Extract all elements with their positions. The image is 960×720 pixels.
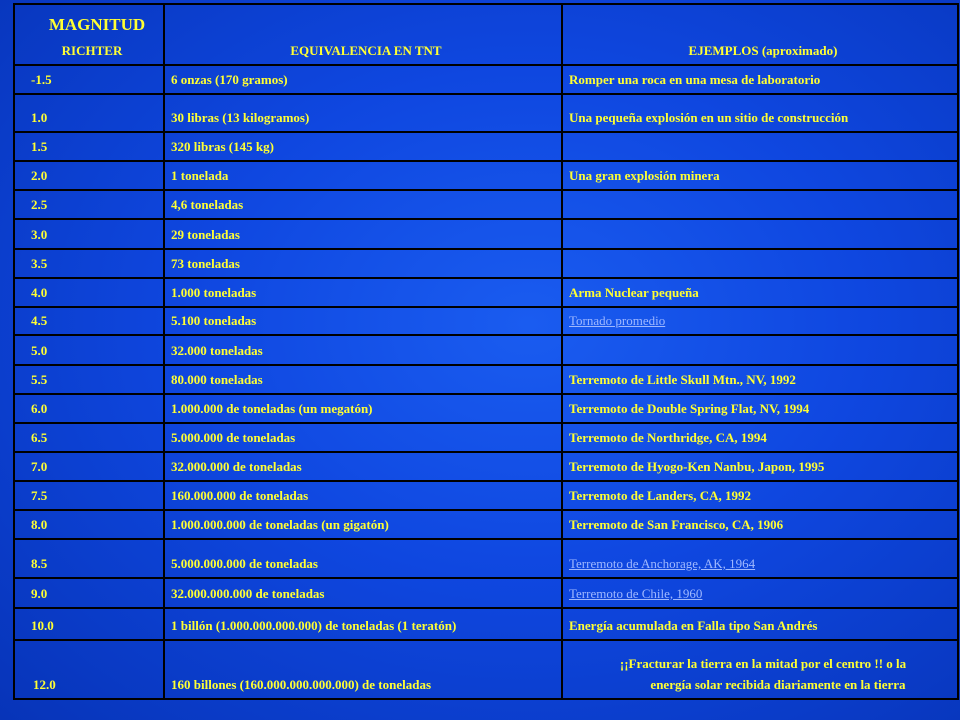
magnitude-cell [14, 640, 164, 699]
example-text[interactable]: Terremoto de Anchorage, AK, 1964 [569, 556, 756, 572]
header-row [14, 4, 958, 65]
magnitude-cell [14, 249, 164, 278]
magnitude-cell [14, 578, 164, 608]
example-cell [562, 94, 958, 132]
example-text: Arma Nuclear pequeña [569, 284, 699, 300]
magnitude-value: 3.0 [31, 226, 48, 242]
magnitude-cell [14, 365, 164, 394]
example-text[interactable]: Terremoto de Chile, 1960 [569, 585, 703, 601]
example-text: Una gran explosión minera [569, 167, 720, 183]
tnt-cell: 30 libras (13 kilogramos) [164, 94, 562, 132]
magnitude-cell [14, 132, 164, 161]
magnitude-value: 7.0 [31, 458, 48, 474]
table-row [14, 94, 958, 132]
magnitude-value: 8.5 [31, 556, 48, 572]
example-cell [562, 578, 958, 608]
magnitude-cell [14, 307, 164, 336]
table-row [14, 65, 958, 94]
tnt-cell: 5.100 toneladas [164, 307, 562, 336]
example-cell [562, 65, 958, 94]
magnitude-value: 10.0 [31, 617, 54, 633]
example-text: Terremoto de San Francisco, CA, 1906 [569, 516, 784, 532]
header-examples: EJEMPLOS (aproximado) [562, 4, 958, 65]
example-cell [562, 608, 958, 640]
magnitude-cell [14, 452, 164, 481]
table-row [14, 394, 958, 423]
tnt-cell: 1 tonelada [164, 161, 562, 190]
example-cell [562, 249, 958, 278]
magnitude-value: 3.5 [31, 255, 48, 271]
example-cell [562, 307, 958, 336]
tnt-cell: 1.000.000.000 de toneladas (un gigatón) [164, 510, 562, 539]
magnitude-value: 12.0 [33, 677, 56, 692]
tnt-cell: 1 billón (1.000.000.000.000) de toneladas (1 teratón) [164, 608, 562, 640]
example-text: Terremoto de Little Skull Mtn., NV, 1992 [569, 372, 796, 388]
header-richter-label: RICHTER [61, 42, 123, 58]
table-row [14, 481, 958, 510]
magnitude-cell [14, 423, 164, 452]
example-cell [562, 365, 958, 394]
example-text: Una pequeña explosión en un sitio de construcción [569, 110, 849, 126]
magnitude-cell [14, 219, 164, 249]
tnt-cell: 73 toneladas [164, 249, 562, 278]
header-magnitud-label: MAGNITUD [48, 14, 146, 34]
magnitude-cell [14, 190, 164, 219]
example-cell [562, 510, 958, 539]
magnitude-value: 1.5 [31, 138, 48, 154]
example-cell [562, 219, 958, 249]
tnt-cell: 320 libras (145 kg) [164, 132, 562, 161]
table-row [14, 452, 958, 481]
magnitude-cell [14, 278, 164, 307]
table-row [14, 640, 958, 699]
richter-table [13, 3, 959, 700]
example-cell [562, 132, 958, 161]
magnitude-cell [14, 94, 164, 132]
example-text: Terremoto de Hyogo-Ken Nanbu, Japon, 1995 [569, 458, 825, 474]
header-magnitude [14, 4, 164, 65]
tnt-cell: 1.000.000 de toneladas (un megatón) [164, 394, 562, 423]
example-text: Romper una roca en una mesa de laboratorio [569, 71, 821, 87]
tnt-cell: 80.000 toneladas [164, 365, 562, 394]
tnt-cell: 1.000 toneladas [164, 278, 562, 307]
magnitude-cell [14, 481, 164, 510]
example-cell [562, 539, 958, 578]
magnitude-value: 2.5 [31, 196, 48, 212]
magnitude-cell [14, 161, 164, 190]
example-cell [562, 481, 958, 510]
example-cell [562, 640, 958, 699]
magnitude-cell [14, 65, 164, 94]
magnitude-value: 4.0 [31, 284, 48, 300]
magnitude-cell [14, 608, 164, 640]
magnitude-cell [14, 394, 164, 423]
example-text[interactable]: Tornado promedio [569, 313, 666, 329]
tnt-cell: 6 onzas (170 gramos) [164, 65, 562, 94]
magnitude-value: 9.0 [31, 585, 48, 601]
table-row [14, 510, 958, 539]
table-row [14, 539, 958, 578]
tnt-cell: 32.000.000.000 de toneladas [164, 578, 562, 608]
table-row [14, 161, 958, 190]
example-text-line2: energía solar recibida diariamente en la tierra [650, 677, 906, 692]
magnitude-value: 5.5 [31, 372, 48, 388]
table-row [14, 335, 958, 365]
example-cell [562, 190, 958, 219]
magnitude-value: 5.0 [31, 343, 48, 359]
example-text-line1: ¡¡Fracturar la tierra en la mitad por el centro !! o la [619, 656, 907, 671]
magnitude-value: 4.5 [31, 313, 48, 329]
table-row [14, 423, 958, 452]
example-cell [562, 394, 958, 423]
magnitude-cell [14, 335, 164, 365]
table-row [14, 365, 958, 394]
table-row [14, 578, 958, 608]
table-row [14, 307, 958, 336]
magnitude-value: 6.5 [31, 430, 48, 446]
example-text: Terremoto de Landers, CA, 1992 [569, 487, 751, 503]
tnt-cell: 5.000.000 de toneladas [164, 423, 562, 452]
magnitude-value: 8.0 [31, 516, 48, 532]
table-row [14, 249, 958, 278]
tnt-cell: 5.000.000.000 de toneladas [164, 539, 562, 578]
magnitude-value: 6.0 [31, 401, 48, 417]
example-text: Energía acumulada en Falla tipo San Andrés [569, 617, 818, 633]
table-row [14, 219, 958, 249]
tnt-cell: 32.000.000 de toneladas [164, 452, 562, 481]
header-tnt: EQUIVALENCIA EN TNT [164, 4, 562, 65]
example-cell [562, 161, 958, 190]
magnitude-value: 7.5 [31, 487, 48, 503]
table-row [14, 190, 958, 219]
table-row [14, 278, 958, 307]
example-cell [562, 335, 958, 365]
example-cell [562, 423, 958, 452]
example-cell [562, 452, 958, 481]
tnt-cell: 160 billones (160.000.000.000.000) de toneladas [164, 640, 562, 699]
magnitude-value: 2.0 [31, 167, 48, 183]
example-cell [562, 278, 958, 307]
tnt-cell: 29 toneladas [164, 219, 562, 249]
tnt-cell: 160.000.000 de toneladas [164, 481, 562, 510]
magnitude-cell [14, 510, 164, 539]
example-text: Terremoto de Double Spring Flat, NV, 1994 [569, 401, 810, 417]
magnitude-cell [14, 539, 164, 578]
table-row [14, 608, 958, 640]
example-text: Terremoto de Northridge, CA, 1994 [569, 430, 767, 446]
table-row [14, 132, 958, 161]
tnt-cell: 32.000 toneladas [164, 335, 562, 365]
tnt-cell: 4,6 toneladas [164, 190, 562, 219]
magnitude-value: 1.0 [31, 110, 48, 126]
magnitude-value: -1.5 [31, 71, 52, 87]
